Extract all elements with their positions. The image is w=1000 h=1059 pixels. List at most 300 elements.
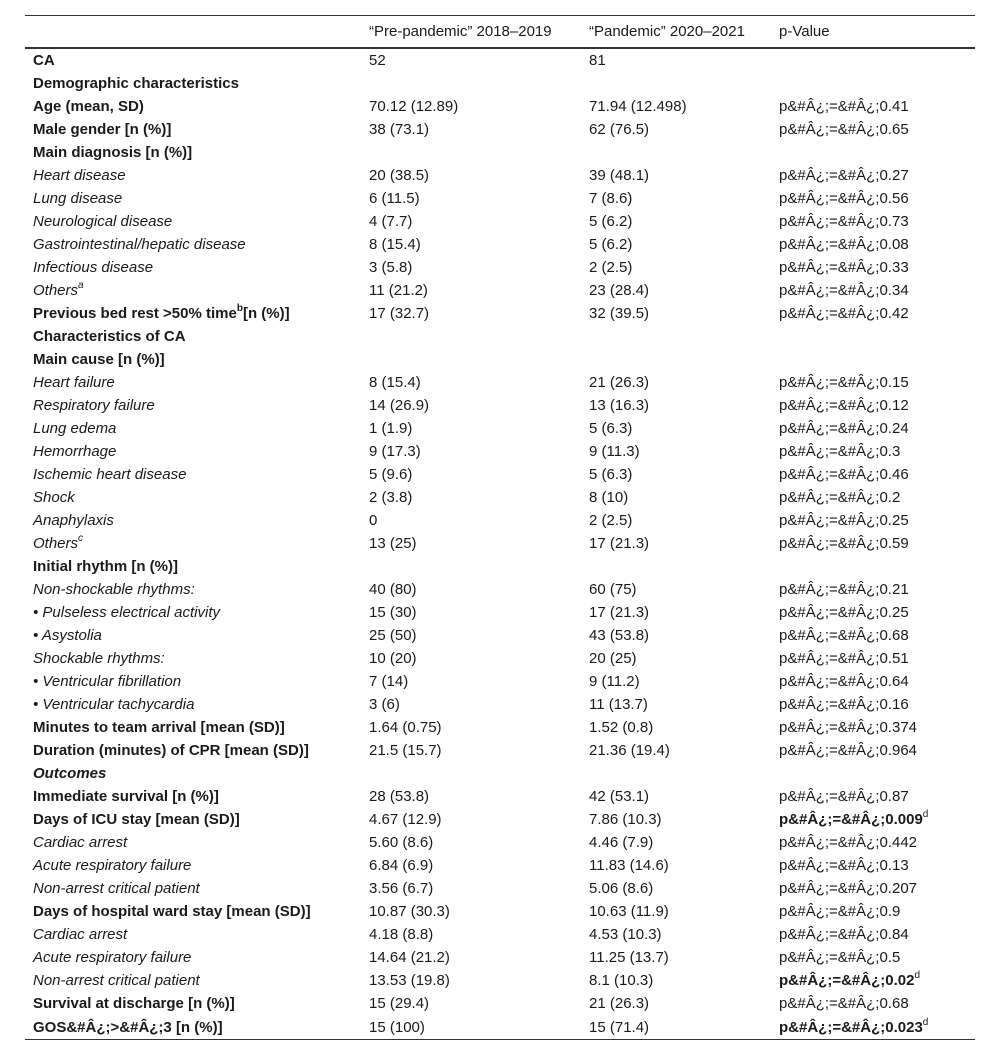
table-row xyxy=(25,371,975,394)
table-row xyxy=(25,256,975,279)
row-label: Shock xyxy=(33,489,75,506)
p-value: p&#Â¿;=&#Â¿;0.009 xyxy=(779,811,923,828)
row-label: Days of hospital ward stay [mean (SD)] xyxy=(33,903,311,920)
p-value-cell xyxy=(771,946,975,969)
pandemic-value: 71.94 (12.498) xyxy=(589,98,687,115)
table-row xyxy=(25,1015,975,1040)
p-value-cell xyxy=(771,325,975,348)
pre-pandemic-value: 4.67 (12.9) xyxy=(369,811,442,828)
pandemic-value: 13 (16.3) xyxy=(589,397,650,414)
row-label-cell xyxy=(25,394,361,417)
row-label: Duration (minutes) of CPR [mean (SD)] xyxy=(33,742,309,759)
pandemic-value: 4.46 (7.9) xyxy=(589,834,654,851)
p-value: p&#Â¿;=&#Â¿;0.65 xyxy=(779,121,909,138)
row-label-cell xyxy=(25,969,361,992)
p-value: p&#Â¿;=&#Â¿;0.68 xyxy=(779,995,909,1012)
pre-pandemic-value: 38 (73.1) xyxy=(369,121,430,138)
pre-pandemic-value: 15 (100) xyxy=(361,1015,581,1040)
footnote-marker: b xyxy=(236,303,243,314)
p-value: p&#Â¿;=&#Â¿;0.42 xyxy=(779,305,909,322)
row-label: Characteristics of CA xyxy=(33,328,186,345)
p-value: p&#Â¿;=&#Â¿;0.2 xyxy=(779,489,901,506)
table-row xyxy=(25,555,975,578)
pandemic-value: 39 (48.1) xyxy=(589,167,650,184)
p-value-cell xyxy=(771,762,975,785)
table-row xyxy=(25,831,975,854)
row-label: Cardiac arrest xyxy=(33,926,128,943)
row-label-cell xyxy=(25,555,361,578)
pre-pandemic-value: 6.84 (6.9) xyxy=(369,857,434,874)
row-label: Acute respiratory failure xyxy=(33,949,192,966)
row-label: Outcomes xyxy=(33,765,107,782)
p-value: p&#Â¿;=&#Â¿;0.25 xyxy=(779,604,909,621)
pandemic-value: 21 (26.3) xyxy=(589,374,650,391)
row-label: Respiratory failure xyxy=(33,397,155,414)
p-value-cell xyxy=(771,95,975,118)
pandemic-value: 17 (21.3) xyxy=(589,604,650,621)
p-value-cell xyxy=(771,440,975,463)
row-label-cell xyxy=(25,831,361,854)
p-value-cell xyxy=(771,578,975,601)
p-value-cell xyxy=(771,923,975,946)
table-row xyxy=(25,509,975,532)
row-label-cell xyxy=(25,739,361,762)
table-row xyxy=(25,486,975,509)
footnote-marker: d xyxy=(914,970,921,981)
p-value: p&#Â¿;=&#Â¿;0.41 xyxy=(779,98,909,115)
p-value-cell xyxy=(771,785,975,808)
row-label-cell xyxy=(25,233,361,256)
p-value-cell xyxy=(771,233,975,256)
pandemic-value: 20 (25) xyxy=(589,650,637,667)
table-row xyxy=(25,762,975,785)
table-row xyxy=(25,785,975,808)
header-p-value: p-Value xyxy=(771,16,975,49)
header-label-cell xyxy=(25,16,361,49)
p-value: p&#Â¿;=&#Â¿;0.3 xyxy=(779,443,901,460)
pre-pandemic-value xyxy=(361,72,581,95)
p-value-cell xyxy=(771,72,975,95)
pandemic-value: 17 (21.3) xyxy=(589,535,650,552)
pandemic-value: 32 (39.5) xyxy=(589,305,650,322)
row-label: CA xyxy=(33,52,55,69)
row-label: • Pulseless electrical activity xyxy=(33,604,220,621)
p-value-cell xyxy=(771,831,975,854)
pre-pandemic-value: 21.5 (15.7) xyxy=(369,742,442,759)
pre-pandemic-value: 8 (15.4) xyxy=(369,374,421,391)
p-value-cell xyxy=(771,187,975,210)
header-row xyxy=(25,16,975,49)
pre-pandemic-value: 17 (32.7) xyxy=(369,305,430,322)
table-header xyxy=(25,16,975,49)
pandemic-value: 21.36 (19.4) xyxy=(589,742,670,759)
row-label: Neurological disease xyxy=(33,213,173,230)
row-label-cell xyxy=(25,992,361,1015)
row-label: Initial rhythm [n (%)] xyxy=(33,558,178,575)
table-row xyxy=(25,716,975,739)
row-label: Heart disease xyxy=(33,167,126,184)
row-label-cell xyxy=(25,647,361,670)
row-label: Age (mean, SD) xyxy=(33,98,144,115)
table-row xyxy=(25,670,975,693)
p-value-cell xyxy=(771,624,975,647)
p-value-cell xyxy=(771,900,975,923)
pandemic-value: 2 (2.5) xyxy=(589,512,633,529)
row-label-cell xyxy=(25,716,361,739)
table-row xyxy=(25,601,975,624)
row-label: • Ventricular tachycardia xyxy=(33,696,195,713)
row-label-cell xyxy=(25,187,361,210)
table-row xyxy=(25,532,975,555)
p-value: p&#Â¿;=&#Â¿;0.56 xyxy=(779,190,909,207)
pandemic-value: 5 (6.3) xyxy=(589,466,633,483)
table-row xyxy=(25,923,975,946)
pandemic-value: 7.86 (10.3) xyxy=(589,811,662,828)
row-label-cell xyxy=(25,118,361,141)
pre-pandemic-value: 4 (7.7) xyxy=(369,213,413,230)
row-label-cell xyxy=(25,95,361,118)
p-value: p&#Â¿;=&#Â¿;0.13 xyxy=(779,857,909,874)
table-row xyxy=(25,48,975,72)
p-value-cell xyxy=(771,348,975,371)
row-label-cell xyxy=(25,141,361,164)
row-label: Minutes to team arrival [mean (SD)] xyxy=(33,719,285,736)
row-label: Anaphylaxis xyxy=(33,512,114,529)
row-label: Immediate survival [n (%)] xyxy=(33,788,219,805)
row-label-suffix: [n (%)] xyxy=(242,305,290,322)
row-label-cell xyxy=(25,279,361,302)
p-value-cell xyxy=(771,210,975,233)
p-value-cell xyxy=(771,877,975,900)
p-value-cell xyxy=(771,279,975,302)
p-value: p&#Â¿;=&#Â¿;0.08 xyxy=(779,236,909,253)
row-label: Heart failure xyxy=(33,374,115,391)
p-value: p&#Â¿;=&#Â¿;0.5 xyxy=(779,949,901,966)
row-label: Main diagnosis [n (%)] xyxy=(33,144,193,161)
footnote-marker: a xyxy=(78,280,84,291)
p-value-cell xyxy=(771,48,975,72)
row-label: Gastrointestinal/hepatic disease xyxy=(33,236,246,253)
p-value-cell xyxy=(771,371,975,394)
row-label: Days of ICU stay [mean (SD)] xyxy=(33,811,240,828)
pre-pandemic-value: 8 (15.4) xyxy=(369,236,421,253)
row-label-cell xyxy=(25,946,361,969)
pandemic-value: 42 (53.1) xyxy=(589,788,650,805)
pandemic-value: 11 (13.7) xyxy=(589,696,648,713)
p-value: p&#Â¿;=&#Â¿;0.16 xyxy=(779,696,909,713)
pandemic-value: 5.06 (8.6) xyxy=(589,880,654,897)
p-value: p&#Â¿;=&#Â¿;0.374 xyxy=(779,719,918,736)
pre-pandemic-value: 6 (11.5) xyxy=(369,190,420,207)
p-value: p&#Â¿;=&#Â¿;0.21 xyxy=(779,581,909,598)
pandemic-value: 43 (53.8) xyxy=(589,627,650,644)
header-pandemic: “Pandemic” 2020–2021 xyxy=(581,16,771,49)
p-value-cell xyxy=(771,302,975,325)
pre-pandemic-value: 20 (38.5) xyxy=(369,167,430,184)
row-label-cell xyxy=(25,256,361,279)
pre-pandemic-value: 11 (21.2) xyxy=(369,282,428,299)
row-label-cell xyxy=(25,417,361,440)
table-row xyxy=(25,417,975,440)
row-label: GOS&#Â¿;>&#Â¿;3 [n (%)] xyxy=(33,1018,223,1036)
table-row xyxy=(25,325,975,348)
row-label-cell xyxy=(25,302,361,325)
table-row xyxy=(25,969,975,992)
row-label: Ischemic heart disease xyxy=(33,466,187,483)
table-row xyxy=(25,647,975,670)
row-label: Cardiac arrest xyxy=(33,834,128,851)
footnote-marker: d xyxy=(922,1016,929,1028)
p-value-cell xyxy=(771,854,975,877)
row-label-cell xyxy=(25,463,361,486)
p-value-cell xyxy=(771,256,975,279)
p-value: p&#Â¿;=&#Â¿;0.34 xyxy=(779,282,909,299)
pre-pandemic-value: 14.64 (21.2) xyxy=(369,949,450,966)
pandemic-value: 1.52 (0.8) xyxy=(589,719,654,736)
pre-pandemic-value: 5 (9.6) xyxy=(369,466,413,483)
row-label-cell xyxy=(25,486,361,509)
p-value-cell xyxy=(771,670,975,693)
p-value-cell xyxy=(771,601,975,624)
p-value: p&#Â¿;=&#Â¿;0.02 xyxy=(779,972,915,989)
row-label: • Asystolia xyxy=(33,627,102,644)
p-value: p&#Â¿;=&#Â¿;0.73 xyxy=(779,213,909,230)
row-label-cell xyxy=(25,670,361,693)
table-row xyxy=(25,187,975,210)
table-row xyxy=(25,946,975,969)
row-label-cell xyxy=(25,532,361,555)
pre-pandemic-value: 13 (25) xyxy=(369,535,417,552)
p-value-cell xyxy=(771,532,975,555)
p-value-cell xyxy=(771,486,975,509)
p-value: p&#Â¿;=&#Â¿;0.64 xyxy=(779,673,909,690)
p-value: p&#Â¿;=&#Â¿;0.023 xyxy=(779,1018,923,1036)
row-label: Main cause [n (%)] xyxy=(33,351,165,368)
pandemic-value: 9 (11.3) xyxy=(589,443,640,460)
p-value-cell xyxy=(771,417,975,440)
row-label: Non-shockable rhythms: xyxy=(33,581,195,598)
pre-pandemic-value: 25 (50) xyxy=(369,627,417,644)
table-body xyxy=(25,48,975,1040)
row-label: • Ventricular fibrillation xyxy=(33,673,182,690)
pandemic-value: 5 (6.3) xyxy=(589,420,633,437)
pandemic-value: 81 xyxy=(589,52,606,69)
p-value: p&#Â¿;=&#Â¿;0.25 xyxy=(779,512,909,529)
row-label: Hemorrhage xyxy=(33,443,117,460)
pre-pandemic-value xyxy=(361,325,581,348)
p-value: p&#Â¿;=&#Â¿;0.15 xyxy=(779,374,909,391)
pre-pandemic-value: 10.87 (30.3) xyxy=(369,903,450,920)
header-pre-pandemic: “Pre-pandemic” 2018–2019 xyxy=(361,16,581,49)
pandemic-value: 5 (6.2) xyxy=(589,236,633,253)
table-row xyxy=(25,302,975,325)
pandemic-value: 62 (76.5) xyxy=(589,121,650,138)
table-row xyxy=(25,578,975,601)
pre-pandemic-value: 5.60 (8.6) xyxy=(369,834,434,851)
p-value-cell xyxy=(771,693,975,716)
pre-pandemic-value: 3.56 (6.7) xyxy=(369,880,434,897)
pandemic-value: 21 (26.3) xyxy=(589,995,650,1012)
p-value: p&#Â¿;=&#Â¿;0.27 xyxy=(779,167,909,184)
table-row xyxy=(25,463,975,486)
pandemic-value: 23 (28.4) xyxy=(589,282,650,299)
pandemic-value: 11.25 (13.7) xyxy=(589,949,669,966)
table-row xyxy=(25,233,975,256)
row-label: Survival at discharge [n (%)] xyxy=(33,995,235,1012)
row-label: Previous bed rest >50% time xyxy=(33,305,237,322)
row-label-cell xyxy=(25,877,361,900)
row-label-cell xyxy=(25,48,361,72)
pandemic-value xyxy=(581,555,771,578)
pre-pandemic-value xyxy=(361,762,581,785)
p-value-cell xyxy=(771,509,975,532)
pandemic-value: 60 (75) xyxy=(589,581,637,598)
footnote-marker: d xyxy=(922,809,929,820)
pandemic-value xyxy=(581,325,771,348)
row-label-cell xyxy=(25,762,361,785)
row-label-cell xyxy=(25,923,361,946)
row-label-cell xyxy=(25,509,361,532)
row-label-cell xyxy=(25,578,361,601)
p-value: p&#Â¿;=&#Â¿;0.33 xyxy=(779,259,909,276)
p-value-cell xyxy=(771,394,975,417)
p-value-cell xyxy=(771,647,975,670)
p-value: p&#Â¿;=&#Â¿;0.87 xyxy=(779,788,909,805)
pre-pandemic-value: 1.64 (0.75) xyxy=(369,719,442,736)
p-value-cell xyxy=(771,1015,975,1040)
pre-pandemic-value: 15 (29.4) xyxy=(369,995,430,1012)
pandemic-value: 9 (11.2) xyxy=(589,673,640,690)
pandemic-value xyxy=(581,348,771,371)
pandemic-value: 7 (8.6) xyxy=(589,190,633,207)
row-label: Others xyxy=(33,282,79,299)
table-row xyxy=(25,348,975,371)
table-row xyxy=(25,900,975,923)
pre-pandemic-value: 0 xyxy=(369,512,378,529)
pandemic-value: 15 (71.4) xyxy=(581,1015,771,1040)
row-label-cell xyxy=(25,854,361,877)
pre-pandemic-value: 40 (80) xyxy=(369,581,417,598)
table-row xyxy=(25,394,975,417)
pandemic-value: 4.53 (10.3) xyxy=(589,926,662,943)
pandemic-value xyxy=(581,72,771,95)
table-row xyxy=(25,693,975,716)
p-value: p&#Â¿;=&#Â¿;0.442 xyxy=(779,834,918,851)
row-label: Shockable rhythms: xyxy=(33,650,165,667)
pre-pandemic-value: 13.53 (19.8) xyxy=(369,972,450,989)
pre-pandemic-value: 2 (3.8) xyxy=(369,489,413,506)
p-value: p&#Â¿;=&#Â¿;0.24 xyxy=(779,420,909,437)
p-value: p&#Â¿;=&#Â¿;0.68 xyxy=(779,627,909,644)
pre-pandemic-value xyxy=(361,555,581,578)
p-value: p&#Â¿;=&#Â¿;0.51 xyxy=(779,650,909,667)
pre-pandemic-value: 7 (14) xyxy=(369,673,409,690)
pre-pandemic-value: 3 (6) xyxy=(369,696,400,713)
p-value: p&#Â¿;=&#Â¿;0.59 xyxy=(779,535,909,552)
table-row xyxy=(25,992,975,1015)
table-row xyxy=(25,877,975,900)
p-value-cell xyxy=(771,555,975,578)
row-label-cell xyxy=(25,785,361,808)
table-row xyxy=(25,118,975,141)
row-label: Non-arrest critical patient xyxy=(33,880,200,897)
p-value-cell xyxy=(771,969,975,992)
pre-pandemic-value: 15 (30) xyxy=(369,604,417,621)
p-value: p&#Â¿;=&#Â¿;0.46 xyxy=(779,466,909,483)
row-label-cell xyxy=(25,348,361,371)
table-row xyxy=(25,440,975,463)
p-value-cell xyxy=(771,992,975,1015)
row-label-cell xyxy=(25,900,361,923)
pandemic-value: 10.63 (11.9) xyxy=(589,903,669,920)
pre-pandemic-value: 28 (53.8) xyxy=(369,788,430,805)
row-label-cell xyxy=(25,601,361,624)
row-label: Acute respiratory failure xyxy=(33,857,192,874)
pandemic-value: 8 (10) xyxy=(589,489,629,506)
p-value: p&#Â¿;=&#Â¿;0.964 xyxy=(779,742,918,759)
row-label-cell xyxy=(25,624,361,647)
p-value: p&#Â¿;=&#Â¿;0.12 xyxy=(779,397,909,414)
p-value-cell xyxy=(771,164,975,187)
pre-pandemic-value: 3 (5.8) xyxy=(369,259,413,276)
row-label: Non-arrest critical patient xyxy=(33,972,200,989)
row-label-cell xyxy=(25,164,361,187)
pandemic-value: 5 (6.2) xyxy=(589,213,633,230)
row-label-cell xyxy=(25,371,361,394)
pre-pandemic-value: 4.18 (8.8) xyxy=(369,926,434,943)
table-row xyxy=(25,164,975,187)
table-row xyxy=(25,739,975,762)
pandemic-value: 11.83 (14.6) xyxy=(589,857,669,874)
footnote-marker: c xyxy=(78,533,84,544)
row-label-cell xyxy=(25,693,361,716)
row-label: Others xyxy=(33,535,79,552)
p-value-cell xyxy=(771,118,975,141)
data-table xyxy=(25,15,975,1040)
pre-pandemic-value: 14 (26.9) xyxy=(369,397,430,414)
table-row xyxy=(25,95,975,118)
row-label-cell xyxy=(25,210,361,233)
table-row xyxy=(25,854,975,877)
pandemic-value: 2 (2.5) xyxy=(589,259,633,276)
row-label: Lung disease xyxy=(33,190,123,207)
table-row xyxy=(25,141,975,164)
table-row xyxy=(25,72,975,95)
row-label: Infectious disease xyxy=(33,259,154,276)
pandemic-value xyxy=(581,762,771,785)
table-row xyxy=(25,624,975,647)
pandemic-value: 8.1 (10.3) xyxy=(589,972,654,989)
table-row xyxy=(25,279,975,302)
pre-pandemic-value xyxy=(361,141,581,164)
row-label-cell xyxy=(25,440,361,463)
p-value: p&#Â¿;=&#Â¿;0.9 xyxy=(779,903,901,920)
row-label-cell xyxy=(25,1015,361,1040)
p-value-cell xyxy=(771,463,975,486)
pre-pandemic-value: 52 xyxy=(369,52,386,69)
p-value-cell xyxy=(771,716,975,739)
row-label-cell xyxy=(25,325,361,348)
pandemic-value xyxy=(581,141,771,164)
pre-pandemic-value: 9 (17.3) xyxy=(369,443,421,460)
p-value-cell xyxy=(771,739,975,762)
table-row xyxy=(25,210,975,233)
row-label: Male gender [n (%)] xyxy=(33,121,172,138)
row-label: Demographic characteristics xyxy=(33,75,239,92)
p-value: p&#Â¿;=&#Â¿;0.84 xyxy=(779,926,909,943)
p-value-cell xyxy=(771,141,975,164)
pre-pandemic-value: 10 (20) xyxy=(369,650,417,667)
